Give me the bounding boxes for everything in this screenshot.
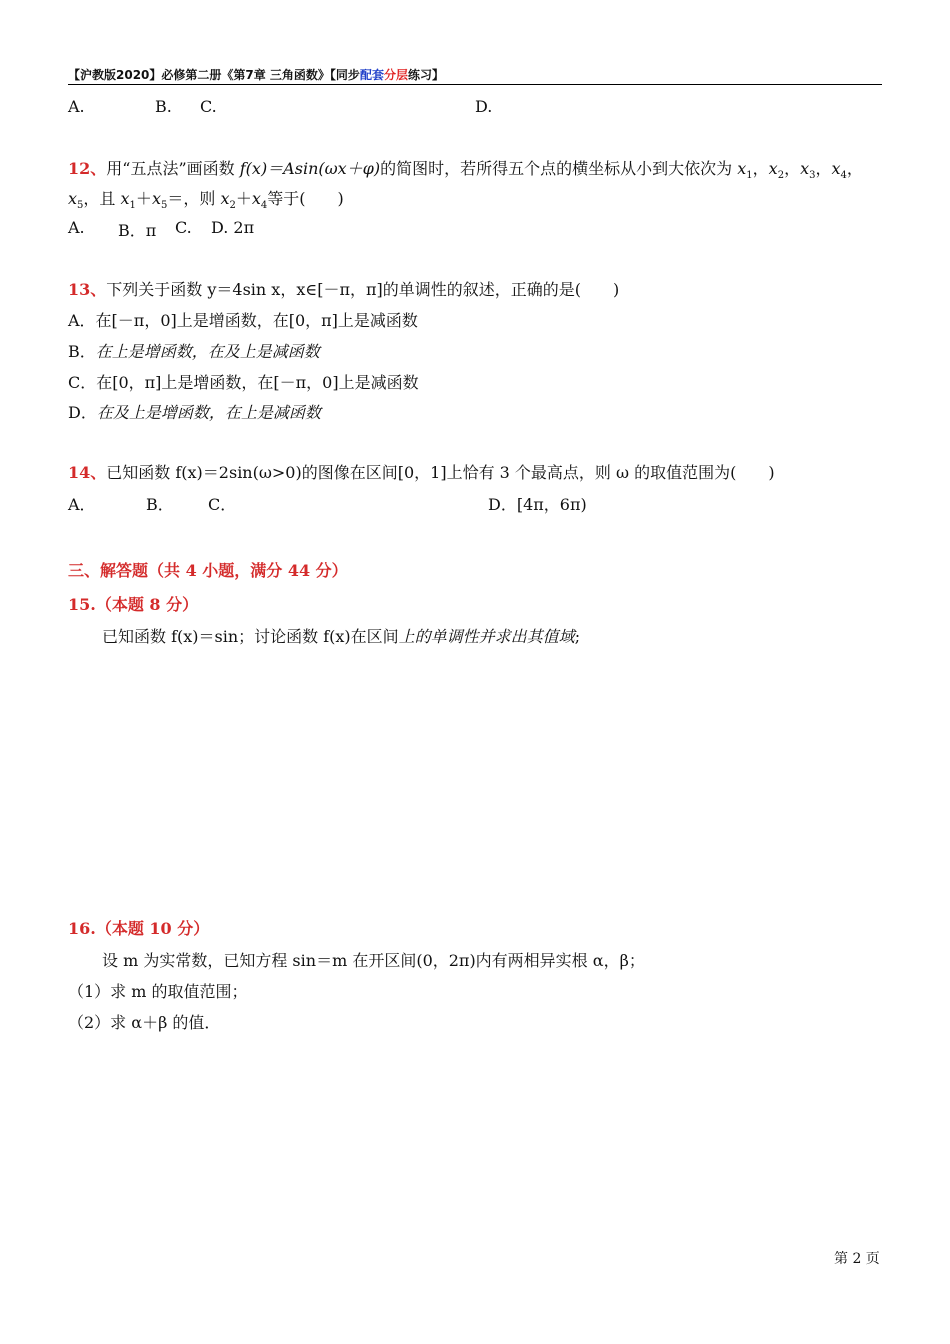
question-16-part1: （1）求 m 的取值范围； — [68, 982, 248, 1001]
q13-option-d — [68, 400, 321, 423]
var-x: x — [768, 159, 778, 178]
option-label: B． — [68, 342, 96, 361]
page-header — [68, 66, 882, 85]
q13-option-b — [68, 339, 320, 362]
header-highlight-blue: 配套 — [359, 68, 384, 82]
q11-option-c: C. — [200, 97, 217, 116]
question-number: 14、 — [68, 463, 107, 482]
q12-text4: ＝，则 — [167, 189, 216, 208]
question-15-text — [102, 624, 580, 647]
header-title: 【沪教版2020】必修第二册《第7章 三角函数》【同步 — [68, 68, 360, 82]
sub-2: 2 — [229, 200, 236, 212]
question-16-title: 16.（本题 10 分） — [68, 919, 210, 938]
sub-4: 4 — [260, 200, 268, 212]
question-12-line1 — [68, 156, 863, 181]
question-number: 12、 — [68, 159, 107, 178]
q14-option-c: C． — [208, 495, 237, 514]
q14-option-b: B． — [146, 495, 174, 514]
plus: ＋ — [235, 189, 252, 208]
q12-text1: 用“五点法”画函数 — [106, 159, 235, 178]
plus: ＋ — [135, 189, 152, 208]
q14-option-a: A． — [68, 495, 96, 514]
var-x: x — [68, 189, 78, 208]
sub-4: 4 — [840, 170, 847, 182]
sub-5: 5 — [160, 200, 168, 212]
var-x: x — [151, 189, 161, 208]
question-16-stem: 设 m 为实常数，已知方程 sin＝m 在开区间(0，2π)内有两相异实根 α，β； — [102, 951, 645, 970]
q13-stem-text: 下列关于函数 y＝4sin x，x∈[－π，π]的单调性的叙述，正确的是( ) — [106, 280, 620, 299]
var-x: x — [251, 189, 261, 208]
header-tail: 练习】 — [407, 68, 444, 82]
sep: ， — [752, 159, 769, 178]
q12-text3: ，且 — [83, 189, 116, 208]
question-14-stem — [68, 460, 775, 483]
sub-2: 2 — [777, 170, 785, 182]
var-x: x — [800, 159, 810, 178]
q12-formula: f(x)＝Asin(ωx＋φ) — [239, 159, 381, 178]
option-text: 在及上是增函数，在上是减函数 — [96, 403, 321, 422]
sep: ， — [815, 159, 832, 178]
sub-3: 3 — [809, 170, 816, 182]
q13-option-a: A．在[－π，0]上是增函数，在[0，π]上是减函数 — [68, 311, 418, 330]
q12-text5: 等于( ) — [267, 189, 344, 208]
page-number: 第 2 页 — [834, 1251, 880, 1267]
q13-option-c: C．在[0，π]上是增函数，在[－π，0]上是减函数 — [68, 373, 419, 392]
var-x: x — [831, 159, 841, 178]
option-label: D． — [68, 403, 97, 422]
question-12-line2 — [68, 186, 344, 211]
question-15-title: 15.（本题 8 分） — [68, 595, 199, 614]
question-16-part2: （2）求 α＋β 的值． — [68, 1013, 221, 1032]
q15-text-c: ; — [574, 627, 581, 646]
sub-5: 5 — [77, 200, 84, 212]
header-highlight-red: 分层 — [383, 68, 408, 82]
sub-1: 1 — [129, 200, 136, 212]
q15-text-a: 已知函数 f(x)＝sin；讨论函数 f(x)在区间 — [102, 627, 399, 646]
sep: ， — [784, 159, 801, 178]
q12-option-b: B．π — [118, 221, 157, 240]
option-text: 在上是增函数，在及上是减函数 — [95, 342, 320, 361]
var-x: x — [120, 189, 130, 208]
var-x: x — [737, 159, 747, 178]
q14-option-d: D．[4π，6π) — [488, 495, 587, 514]
q15-text-b: 上的单调性并求出其值域 — [398, 627, 575, 646]
q12-option-a: A. — [68, 218, 85, 237]
q11-option-a: A. — [68, 97, 85, 116]
sub-1: 1 — [746, 170, 753, 182]
var-x: x — [220, 189, 230, 208]
q12-option-c: C. — [175, 218, 192, 237]
q12-text2: 的简图时，若所得五个点的横坐标从小到大依次为 — [380, 159, 733, 178]
q14-stem-text: 已知函数 f(x)＝2sin(ω>0)的图像在区间[0，1]上恰有 3 个最高点，则 ω 的取值范围为( ) — [106, 463, 775, 482]
question-13-stem — [68, 277, 619, 300]
question-number: 13、 — [68, 280, 107, 299]
q12-option-d: D. 2π — [211, 218, 255, 237]
sep: ， — [846, 159, 863, 178]
q11-option-b: B. — [155, 97, 172, 116]
section-title: 三、解答题（共 4 小题，满分 44 分） — [68, 561, 348, 580]
q11-option-d: D. — [475, 97, 493, 116]
